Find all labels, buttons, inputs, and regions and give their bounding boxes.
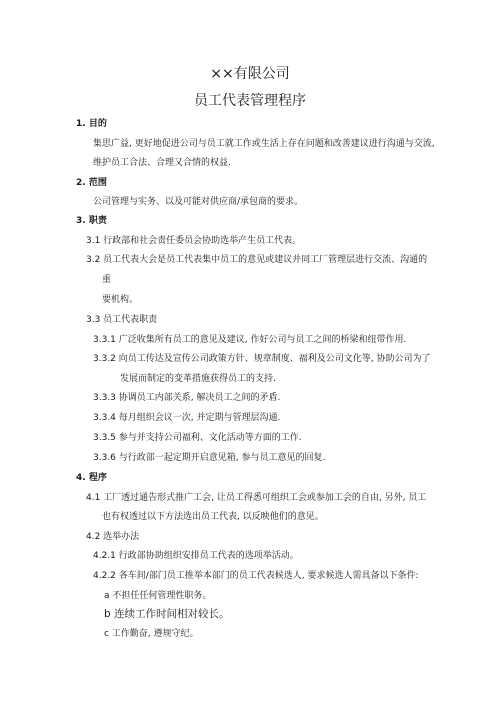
item-3-3-2-line-2: 发展而制定的变革措施获得员工的支持. <box>120 374 276 384</box>
item-3-3-5: 3.3.5 参与并支持公司福利、文化活动等方面的工作. <box>93 433 302 443</box>
document-title: 员工代表管理程序 <box>194 93 306 109</box>
item-4-1-line-1: 4.1 工厂透过通告形式推广工会, 让员工得悉可组织工会或参加工会的自由, 另外, 员工 <box>86 493 427 503</box>
item-4-2-2: 4.2.2 各车间/部门员工推举本部门的员工代表候选人, 要求候选人需具备以下条件: <box>93 571 419 581</box>
section-2-heading: 2. 范围 <box>76 178 107 188</box>
item-4-1-line-2: 也有权透过以下方法选出员工代表, 以反映他们的意见。 <box>102 512 324 522</box>
section-4-heading: 4. 程序 <box>76 473 107 483</box>
section-1-heading: 1. 目的 <box>76 119 107 129</box>
item-3-2-line-1: 3.2 员工代表大会是员工代表集中员工的意见或建议并同工厂管理层进行交流、沟通的 <box>86 255 428 265</box>
section-2-paragraph: 公司管理与实务、以及可能对供应商/承包商的要求。 <box>93 197 304 207</box>
condition-c: c 工作勤奋, 遵规守纪。 <box>104 629 199 639</box>
condition-b: b 连续工作时间相对较长。 <box>104 608 230 620</box>
item-3-3-4: 3.3.4 每月组织会议一次, 并定期与管理层沟通. <box>93 413 281 423</box>
item-3-3-2-line-1: 3.3.2 向员工传达及宣传公司政策方针、规章制度、福利及公司文化等, 协助公司为了 <box>93 354 431 364</box>
item-3-3: 3.3 员工代表职责 <box>86 315 158 325</box>
item-3-1: 3.1 行政部和社会责任委员会协助选举产生员工代表。 <box>86 236 302 246</box>
item-3-3-3: 3.3.3 协调员工内部关系, 解决员工之间的矛盾. <box>93 393 281 403</box>
item-4-2-1: 4.2.1 行政部协助组织安排员工代表的选项举活动。 <box>93 551 299 561</box>
section-3-heading: 3. 职责 <box>76 216 107 226</box>
item-3-2-line-3: 要机构。 <box>102 295 139 305</box>
section-1-paragraph-line-2: 维护员工合法、合理又合情的权益. <box>93 158 231 168</box>
item-3-3-1: 3.3.1 广泛收集所有员工的意见及建议, 作好公司与员工之间的桥梁和纽带作用. <box>93 335 407 345</box>
section-1-paragraph-line-1: 集思广益, 更好地促进公司与员工就工作或生活上存在问题和改善建议进行沟通与交流, <box>93 139 435 149</box>
item-3-2-line-2: 重 <box>102 275 112 285</box>
company-title: ××有限公司 <box>210 66 290 82</box>
condition-a: a 不担任任何管理性职务。 <box>104 591 212 601</box>
item-4-2: 4.2 选举办法 <box>86 532 140 542</box>
item-3-3-6: 3.3.6 与行政部一起定期开启意见箱, 参与员工意见的回复. <box>93 453 326 463</box>
